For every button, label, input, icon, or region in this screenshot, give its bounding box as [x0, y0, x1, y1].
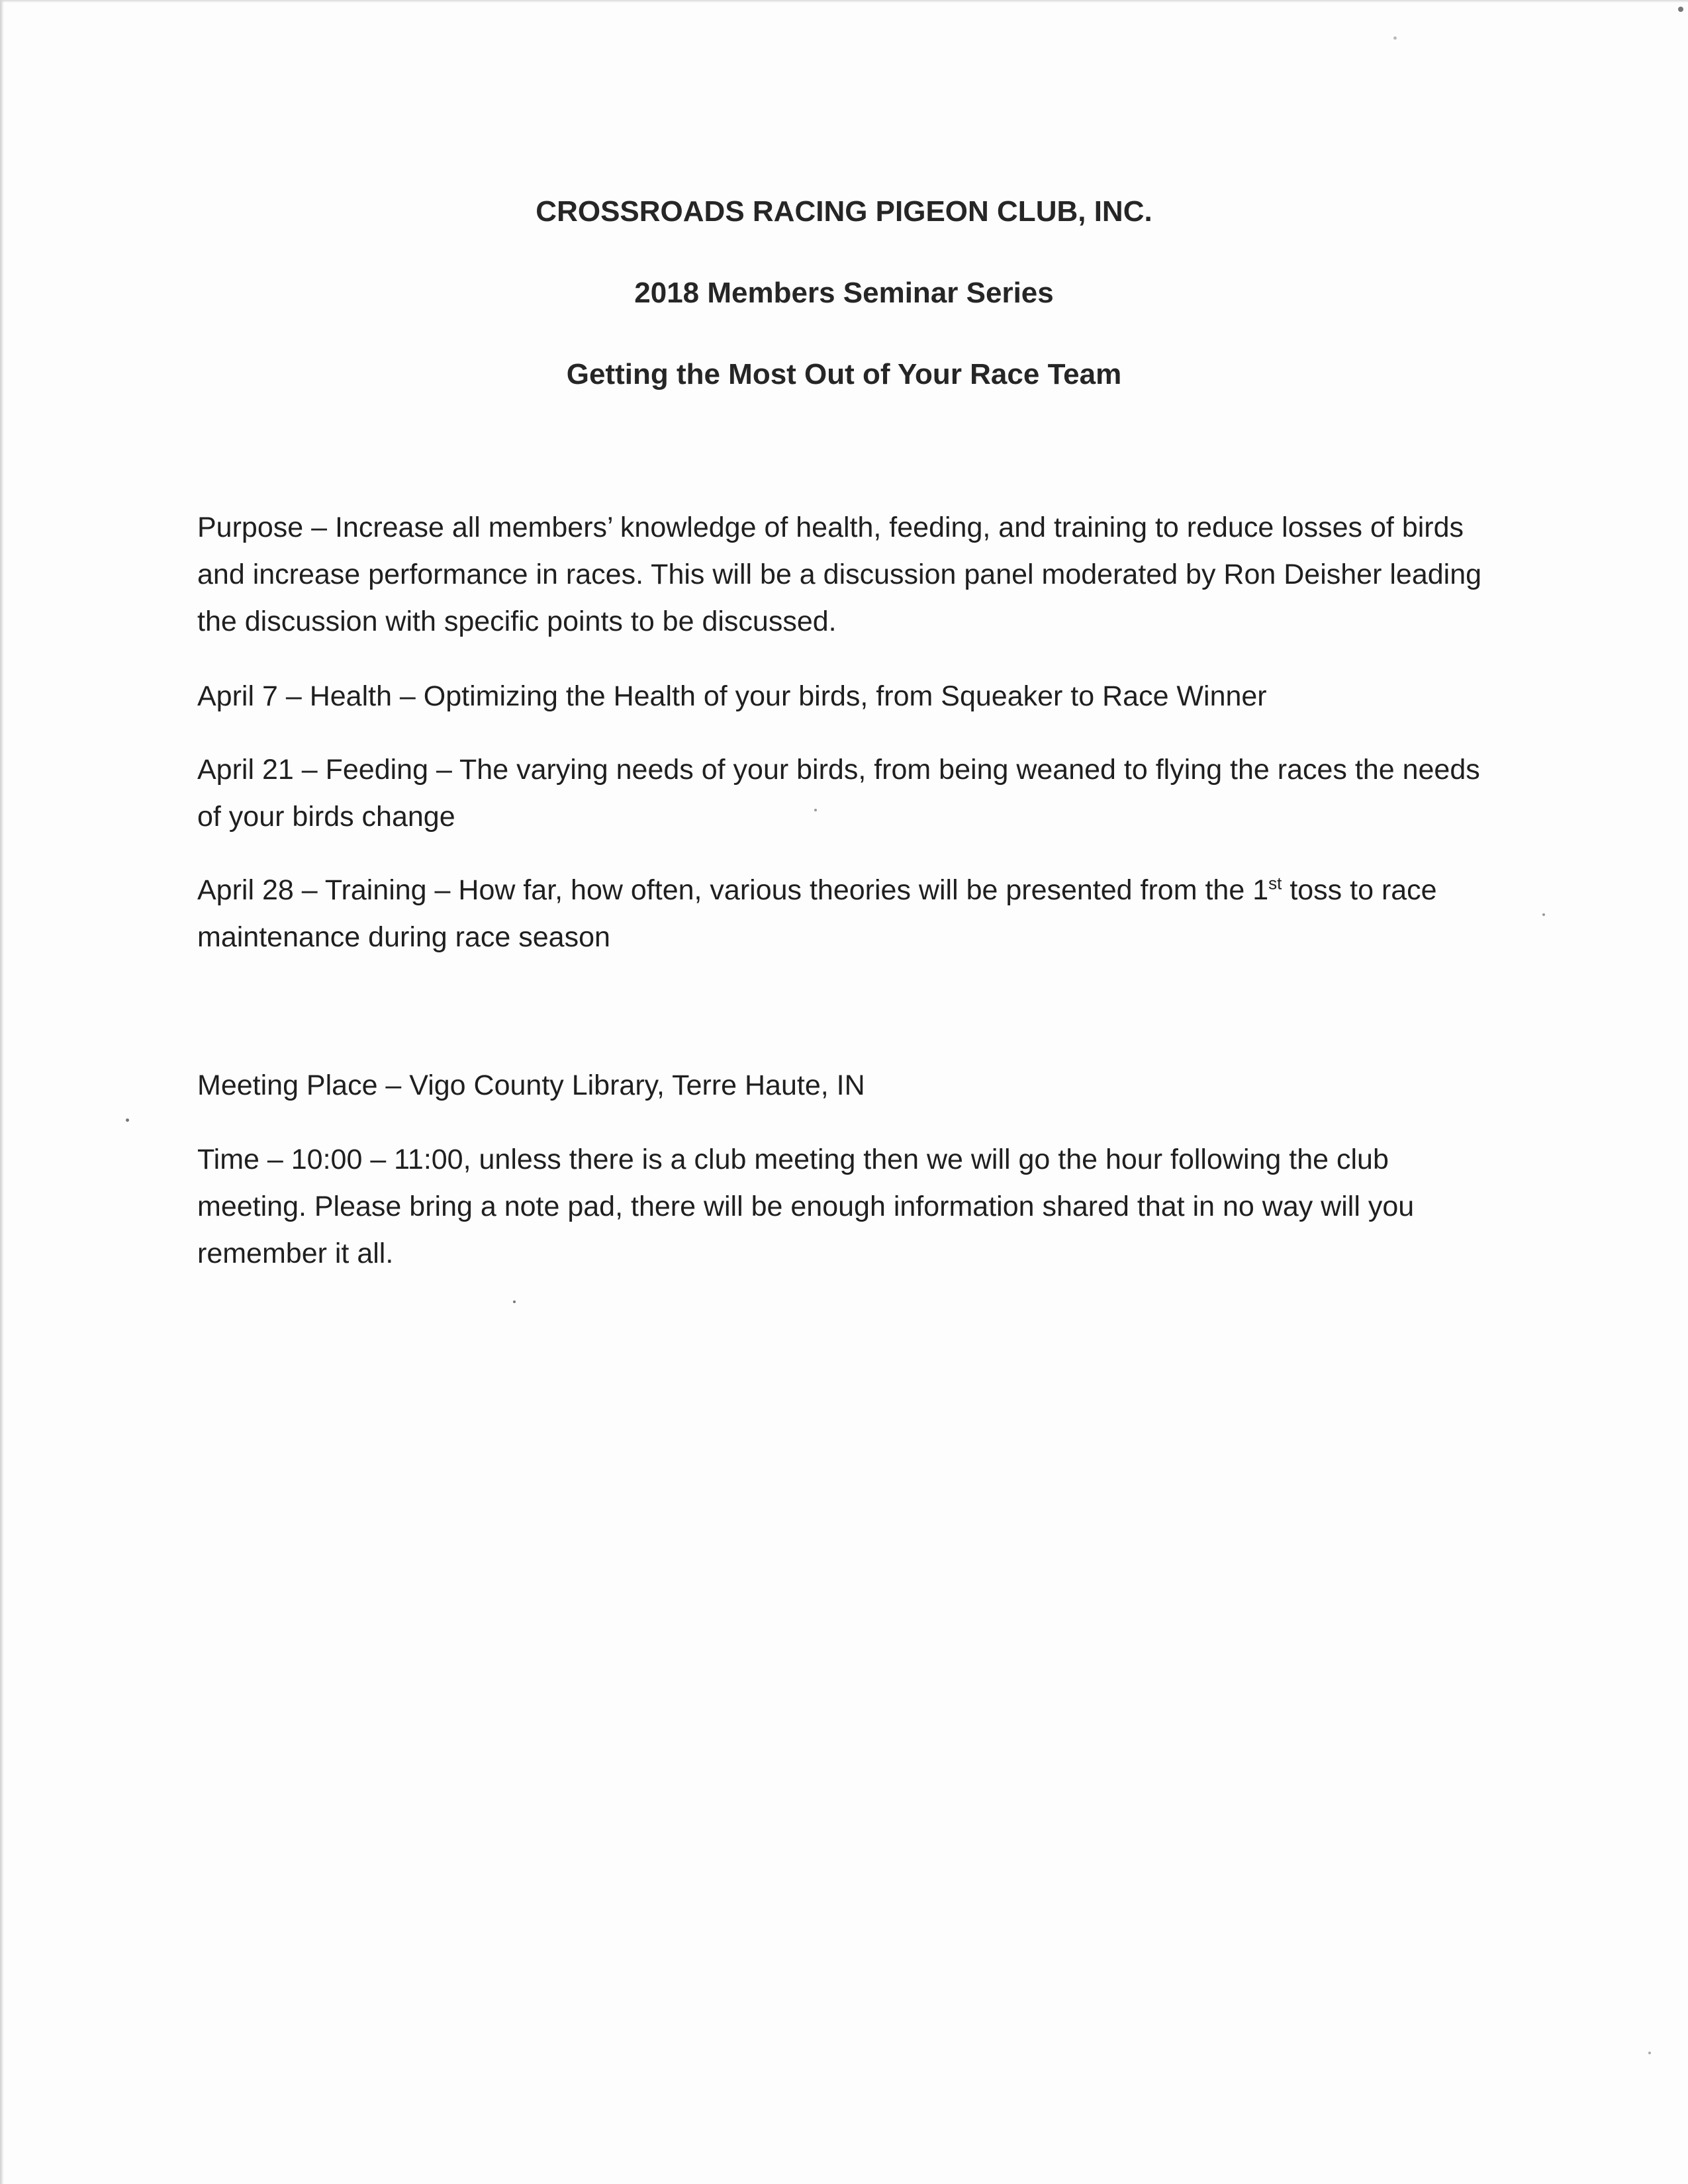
session-feeding	[197, 747, 1495, 841]
session-paragraph-feeding: April 21 – Feeding – The varying needs of your birds, from being weaned to flying the races the needs of your birds change	[197, 754, 1480, 833]
scan-speck	[1393, 36, 1397, 40]
seminar-series-heading: 2018 Members Seminar Series	[634, 277, 1054, 309]
time-section	[197, 1136, 1495, 1277]
ordinal-suffix: st	[1268, 873, 1282, 893]
document-header	[0, 189, 1688, 433]
session-paragraph-health: April 7 – Health – Optimizing the Health of your birds, from Squeaker to Race Winner	[197, 680, 1267, 712]
purpose-paragraph: Purpose – Increase all members’ knowledge of health, feeding, and training to reduce losses of birds and increase performance in races. This will be a discussion panel moderated by Ron Deisher leading the discussion with specific points to be discussed.	[197, 512, 1482, 637]
scan-speck	[1648, 2052, 1651, 2054]
training-text-end: toss to race maintenance during race season	[197, 874, 1437, 953]
training-text-start: April 28 – Training – How far, how often, various theories will be presented from the 1	[197, 874, 1269, 906]
seminar-title-heading: Getting the Most Out of Your Race Team	[566, 358, 1122, 390]
scan-edge-shadow-top	[0, 0, 1688, 3]
meeting-place-section	[197, 1062, 1495, 1109]
scan-speck	[814, 809, 817, 811]
session-health	[197, 673, 1495, 720]
time-paragraph: Time – 10:00 – 11:00, unless there is a club meeting then we will go the hour following the club meeting. Please bring a note pad, there will be enough information shared that in no way will you remember it all.	[197, 1144, 1415, 1269]
scan-speck	[513, 1300, 516, 1303]
purpose-section	[197, 504, 1495, 645]
club-name-heading: CROSSROADS RACING PIGEON CLUB, INC.	[536, 195, 1152, 228]
scan-speck	[1542, 913, 1545, 916]
scan-speck	[1678, 7, 1683, 12]
session-training	[197, 867, 1495, 961]
meeting-place-line: Meeting Place – Vigo County Library, Terre Haute, IN	[197, 1069, 865, 1101]
session-paragraph-training	[197, 867, 1495, 961]
scan-speck	[126, 1118, 129, 1122]
